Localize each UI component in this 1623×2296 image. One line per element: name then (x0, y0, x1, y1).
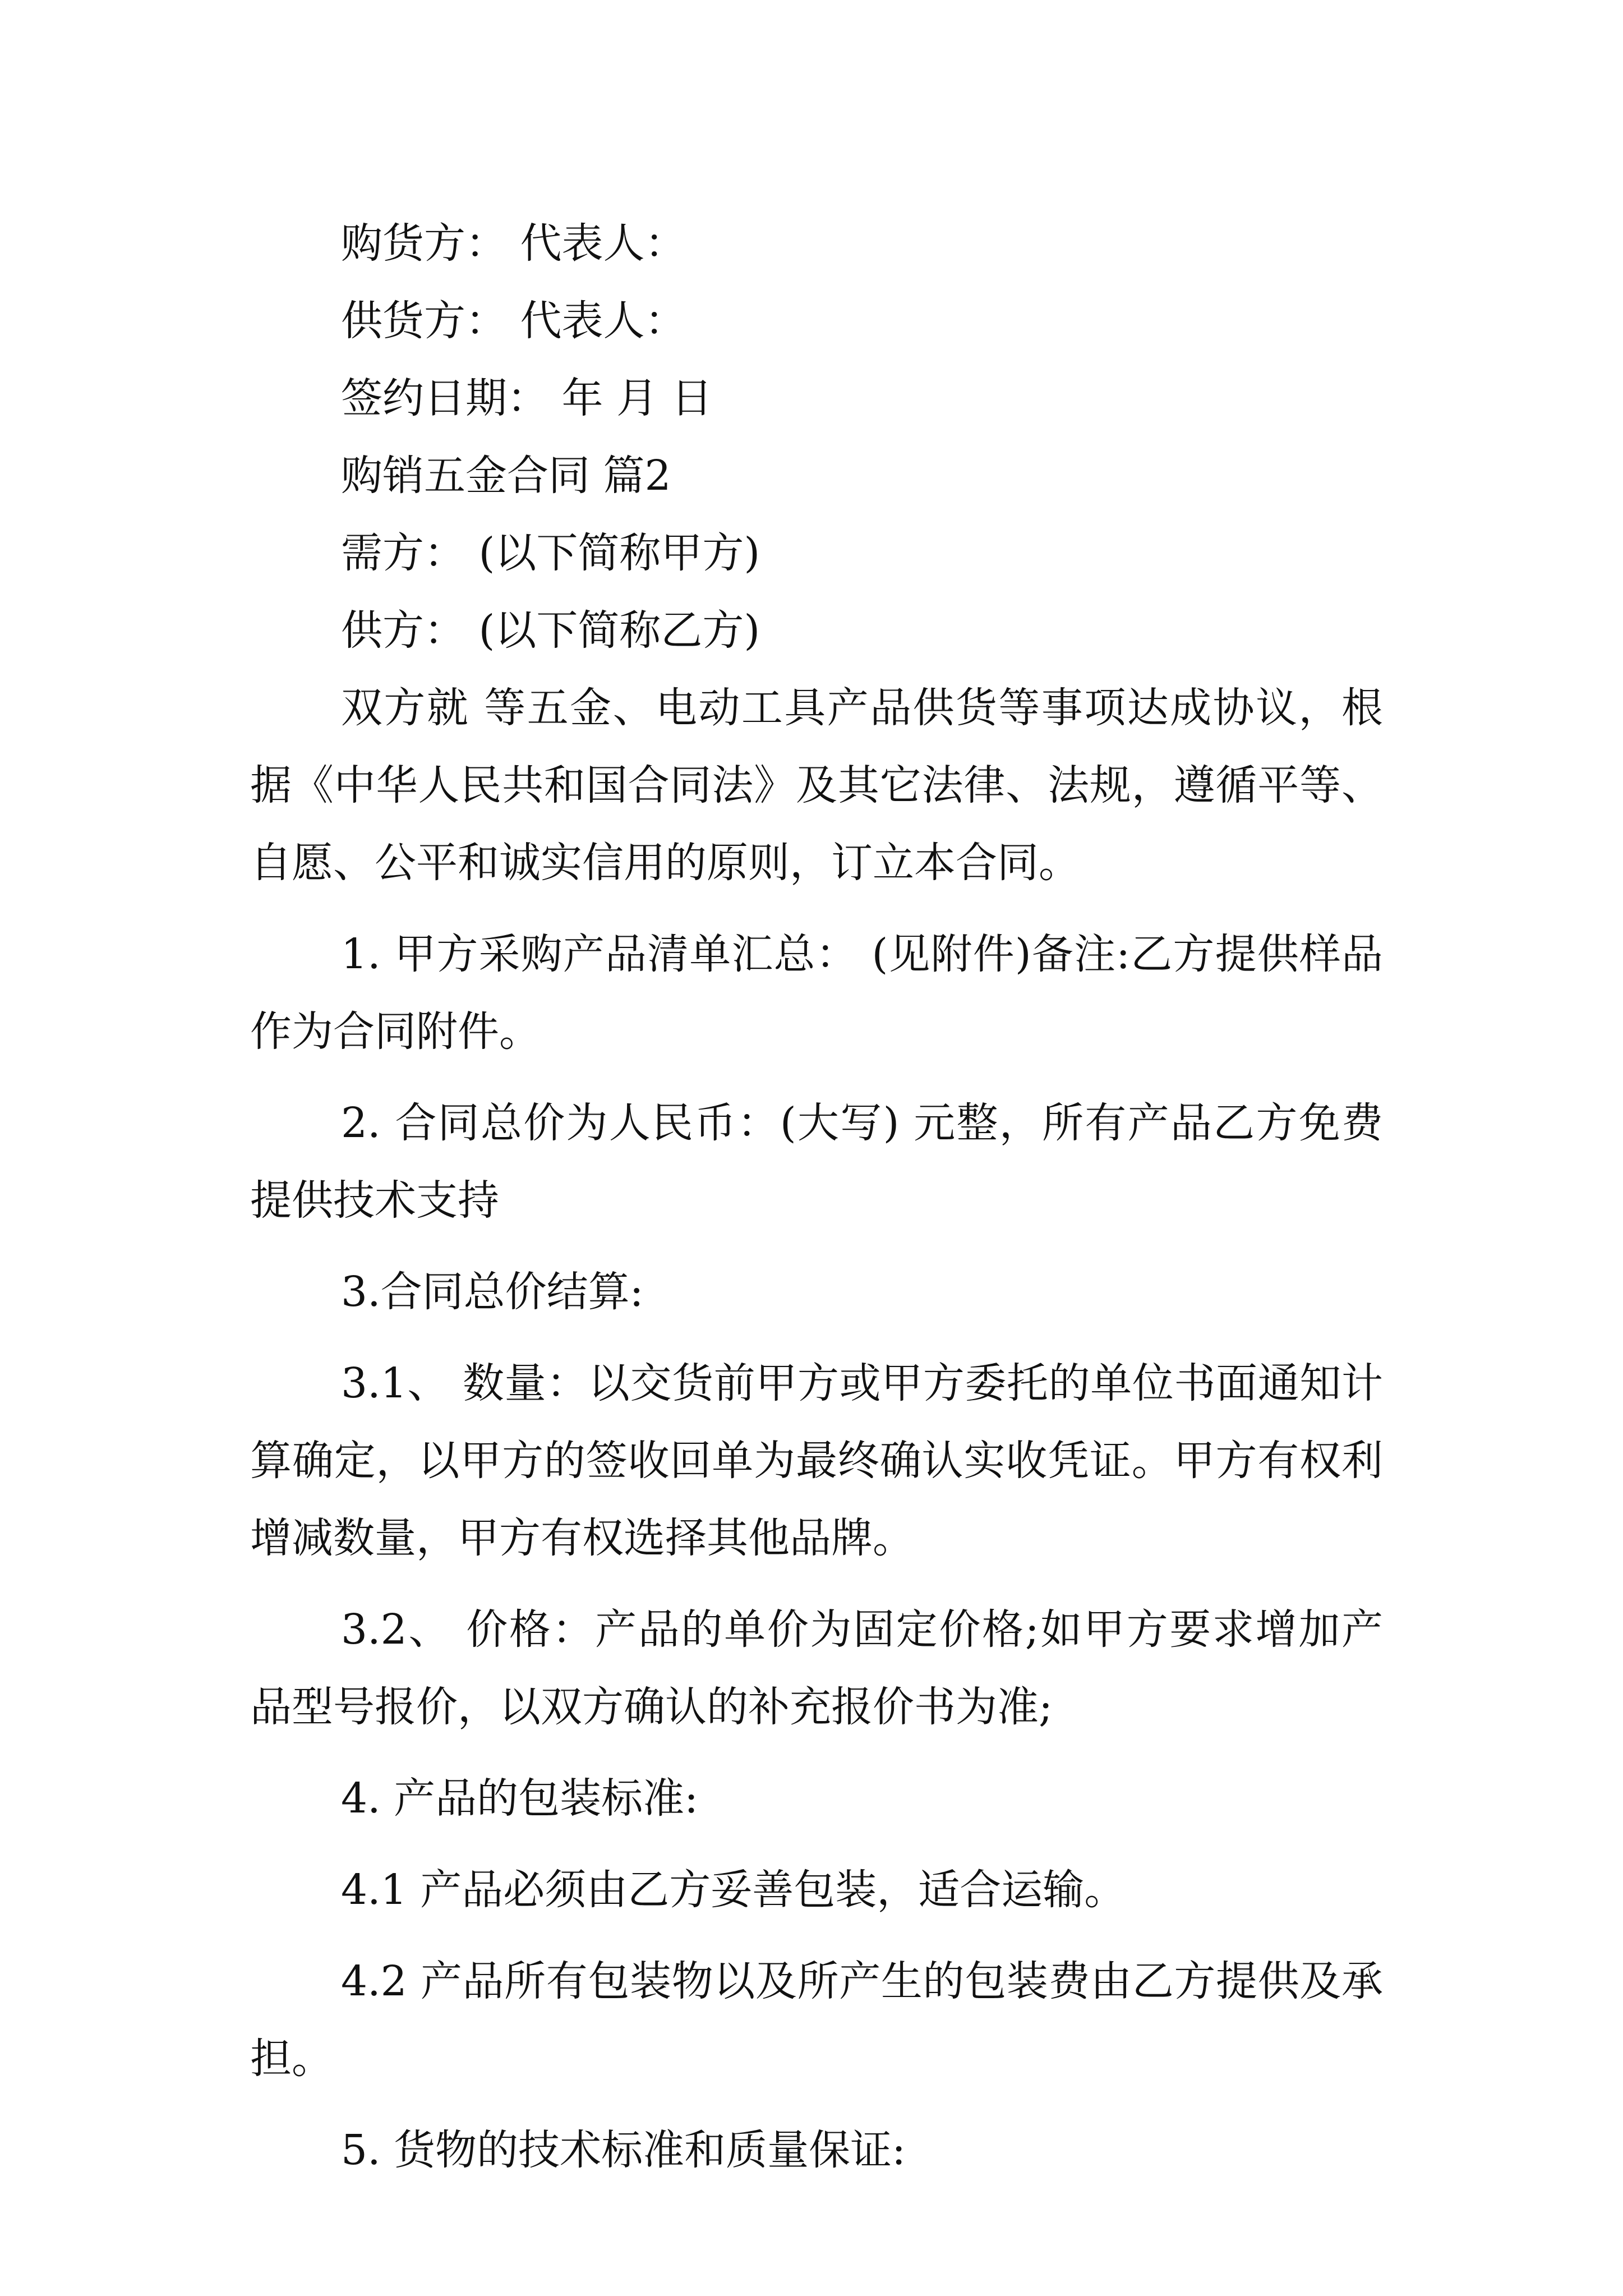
contract-title: 购销五金合同 篇2 (341, 452, 671, 500)
buyer-line: 购货方： 代表人： (341, 219, 686, 268)
clause-3-2: 3.2、 价格：产品的单价为固定价格;如甲方要求增加产品型号报价，以双方确认的补充报价书为准; (250, 1605, 1383, 1731)
sign-date-line: 签约日期： 年 月 日 (341, 374, 713, 422)
supply-party-line: 供方： (以下简称乙方) (341, 606, 760, 655)
demand-party-line: 需方： (以下简称甲方) (341, 529, 760, 577)
clause-4: 4. 产品的包装标准: (341, 1774, 699, 1823)
clause-4-2: 4.2 产品所有包装物以及所产生的包装费由乙方提供及承担。 (250, 1957, 1383, 2083)
clause-1: 1. 甲方采购产品清单汇总： (见附件)备注:乙方提供样品作为合同附件。 (250, 930, 1383, 1056)
clause-4-1: 4.1 产品必须由乙方妥善包装，适合运输。 (341, 1866, 1126, 1914)
clause-2: 2. 合同总价为人民币：(大写) 元整，所有产品乙方免费提供技术支持 (250, 1099, 1383, 1225)
contract-body (250, 205, 1383, 2189)
clause-3-1: 3.1、 数量：以交货前甲方或甲方委托的单位书面通知计算确定，以甲方的签收回单为最终确认实收凭证。甲方有权利增减数量，甲方有权选择其他品牌。 (250, 1359, 1383, 1562)
intro-paragraph: 双方就 等五金、电动工具产品供货等事项达成协议，根据《中华人民共和国合同法》及其它法律、法规，遵循平等、自愿、公平和诚实信用的原则，订立本合同。 (250, 684, 1383, 887)
supplier-line: 供货方： 代表人： (341, 297, 686, 345)
clause-3: 3.合同总价结算: (341, 1268, 644, 1316)
clause-5: 5. 货物的技术标准和质量保证: (341, 2126, 906, 2174)
